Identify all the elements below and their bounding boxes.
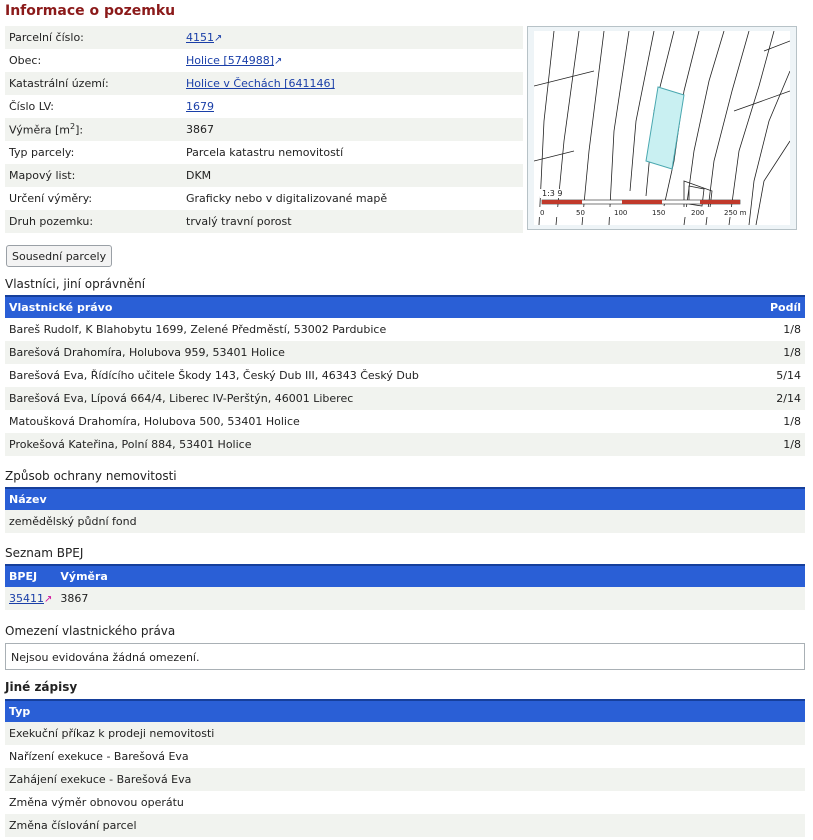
area-label-after: ]:: [75, 123, 84, 137]
parcel-number-link[interactable]: 4151: [186, 31, 214, 44]
info-label: [5, 118, 182, 141]
scale-tick: 50: [576, 209, 585, 217]
owner-share: 1/8: [783, 415, 801, 428]
info-value: [182, 26, 523, 49]
page-title: Informace o pozemku: [5, 3, 176, 19]
col-bpej: BPEJ: [5, 565, 56, 587]
info-label: Druh pozemku:: [5, 210, 182, 233]
bpej-header-row: [5, 565, 805, 587]
table-row: [5, 341, 805, 364]
info-row-cadastral-area: [5, 72, 523, 95]
bpej-area: 3867: [56, 587, 805, 610]
info-label: Obec:: [9, 54, 42, 67]
record-type: Exekuční příkaz k prodeji nemovitosti: [5, 722, 805, 745]
scale-bar-segment: [622, 200, 662, 204]
table-row: [5, 387, 805, 410]
table-row: [5, 410, 805, 433]
parcel-map[interactable]: [527, 26, 797, 230]
col-bpej-area: Výměra: [56, 565, 805, 587]
scale-tick: 250 m: [724, 209, 747, 217]
table-row: [5, 814, 805, 837]
owners-header-row: [5, 296, 805, 318]
info-row-area-method: [5, 187, 523, 210]
col-type: Typ: [5, 700, 805, 722]
protection-table: [5, 487, 805, 533]
info-row-parcel-number: [5, 26, 523, 49]
scale-tick: 0: [540, 209, 545, 217]
col-ownership: Vlastnické právo: [5, 296, 745, 318]
table-row: [5, 745, 805, 768]
scale-bar-segment: [542, 200, 582, 204]
parcel-info-table: [5, 26, 523, 233]
highlighted-parcel: [646, 87, 684, 169]
info-value: [182, 49, 523, 72]
info-row-area: [5, 118, 523, 141]
protection-value: zemědělský půdní fond: [5, 510, 805, 533]
table-row: [5, 433, 805, 456]
map-canvas[interactable]: [534, 31, 790, 225]
info-label: Typ parcely:: [9, 146, 75, 159]
scale-tick: 200: [691, 209, 705, 217]
owners-table: [5, 295, 805, 456]
info-value: DKM: [182, 164, 523, 187]
bpej-code-link[interactable]: 35411: [9, 592, 44, 605]
record-type: Změna číslování parcel: [5, 814, 805, 837]
table-row: [5, 510, 805, 533]
owner-share: 1/8: [745, 433, 805, 456]
owner-share: 1/8: [745, 341, 805, 364]
col-protection-name: Název: [5, 488, 805, 510]
info-value: Graficky nebo v digitalizované mapě: [186, 192, 388, 205]
owner-name: Barešová Eva, Lípová 664/4, Liberec IV-Perštýn, 46001 Liberec: [5, 387, 745, 410]
info-label: Katastrální území:: [5, 72, 182, 95]
info-row-land-type: [5, 210, 523, 233]
scale-ratio: 1:3 9: [542, 189, 563, 198]
owner-name: Prokešová Kateřina, Polní 884, 53401 Holice: [5, 433, 745, 456]
record-type: Nařízení exekuce - Barešová Eva: [9, 750, 189, 763]
restrictions-box: Nejsou evidována žádná omezení.: [5, 643, 805, 670]
other-records-heading: Jiné zápisy: [5, 680, 78, 694]
info-label: Parcelní číslo:: [5, 26, 182, 49]
owners-heading: Vlastníci, jiní oprávnění: [5, 277, 146, 291]
record-type: Zahájení exekuce - Barešová Eva: [5, 768, 805, 791]
table-row: [5, 722, 805, 745]
area-label-sup: 2: [70, 122, 76, 132]
protection-header-row: [5, 488, 805, 510]
other-header-row: [5, 700, 805, 722]
cadastral-map-drawing: [534, 31, 790, 225]
owner-name: Matoušková Drahomíra, Holubova 500, 53401 Holice: [9, 415, 300, 428]
info-value: [182, 72, 523, 95]
other-records-table: [5, 699, 805, 837]
scale-ticks-bg: [538, 207, 744, 217]
table-row: [5, 587, 805, 610]
external-link-icon[interactable]: ↗: [214, 33, 223, 44]
info-label: Číslo LV:: [9, 100, 55, 113]
lv-number-link[interactable]: 1679: [186, 100, 214, 113]
owner-name: Barešová Drahomíra, Holubova 959, 53401 Holice: [5, 341, 745, 364]
info-label: Mapový list:: [5, 164, 182, 187]
protection-heading: Způsob ochrany nemovitosti: [5, 469, 177, 483]
info-row-municipality: [5, 49, 523, 72]
bpej-code-cell: [5, 587, 56, 610]
neighbor-parcels-button[interactable]: Sousední parcely: [6, 245, 112, 267]
owner-share: 2/14: [745, 387, 805, 410]
external-link-icon[interactable]: ↗: [44, 594, 53, 605]
info-value: trvalý travní porost: [182, 210, 523, 233]
municipality-link[interactable]: Holice [574988]: [186, 54, 274, 67]
table-row: [5, 364, 805, 387]
info-label: Určení výměry:: [9, 192, 93, 205]
owner-share: 1/8: [783, 323, 801, 336]
info-value: Parcela katastru nemovitostí: [186, 146, 344, 159]
owner-name: Barešová Eva, Řídícího učitele Škody 143, Český Dub III, 46343 Český Dub: [9, 369, 419, 382]
table-row: [5, 768, 805, 791]
owner-share: 5/14: [776, 369, 801, 382]
table-row: [5, 318, 805, 341]
col-share: Podíl: [745, 296, 805, 318]
external-link-icon[interactable]: ↗: [274, 56, 283, 67]
info-value: 3867: [182, 118, 523, 141]
info-row-lv-number: [5, 95, 523, 118]
info-row-parcel-type: [5, 141, 523, 164]
info-row-map-sheet: [5, 164, 523, 187]
restrictions-heading: Omezení vlastnického práva: [5, 624, 176, 638]
scale-bar-segment: [700, 200, 740, 204]
scale-tick: 100: [614, 209, 628, 217]
table-row: [5, 791, 805, 814]
record-type: Změna výměr obnovou operátu: [9, 796, 184, 809]
info-value: [182, 95, 523, 118]
area-label-text: Výměra [m: [9, 123, 70, 137]
cadastral-area-link[interactable]: Holice v Čechách [641146]: [186, 77, 335, 90]
bpej-heading: Seznam BPEJ: [5, 546, 84, 560]
scale-tick: 150: [652, 209, 666, 217]
bpej-table: [5, 564, 805, 610]
owner-name: Bareš Rudolf, K Blahobytu 1699, Zelené Předměstí, 53002 Pardubice: [9, 323, 387, 336]
